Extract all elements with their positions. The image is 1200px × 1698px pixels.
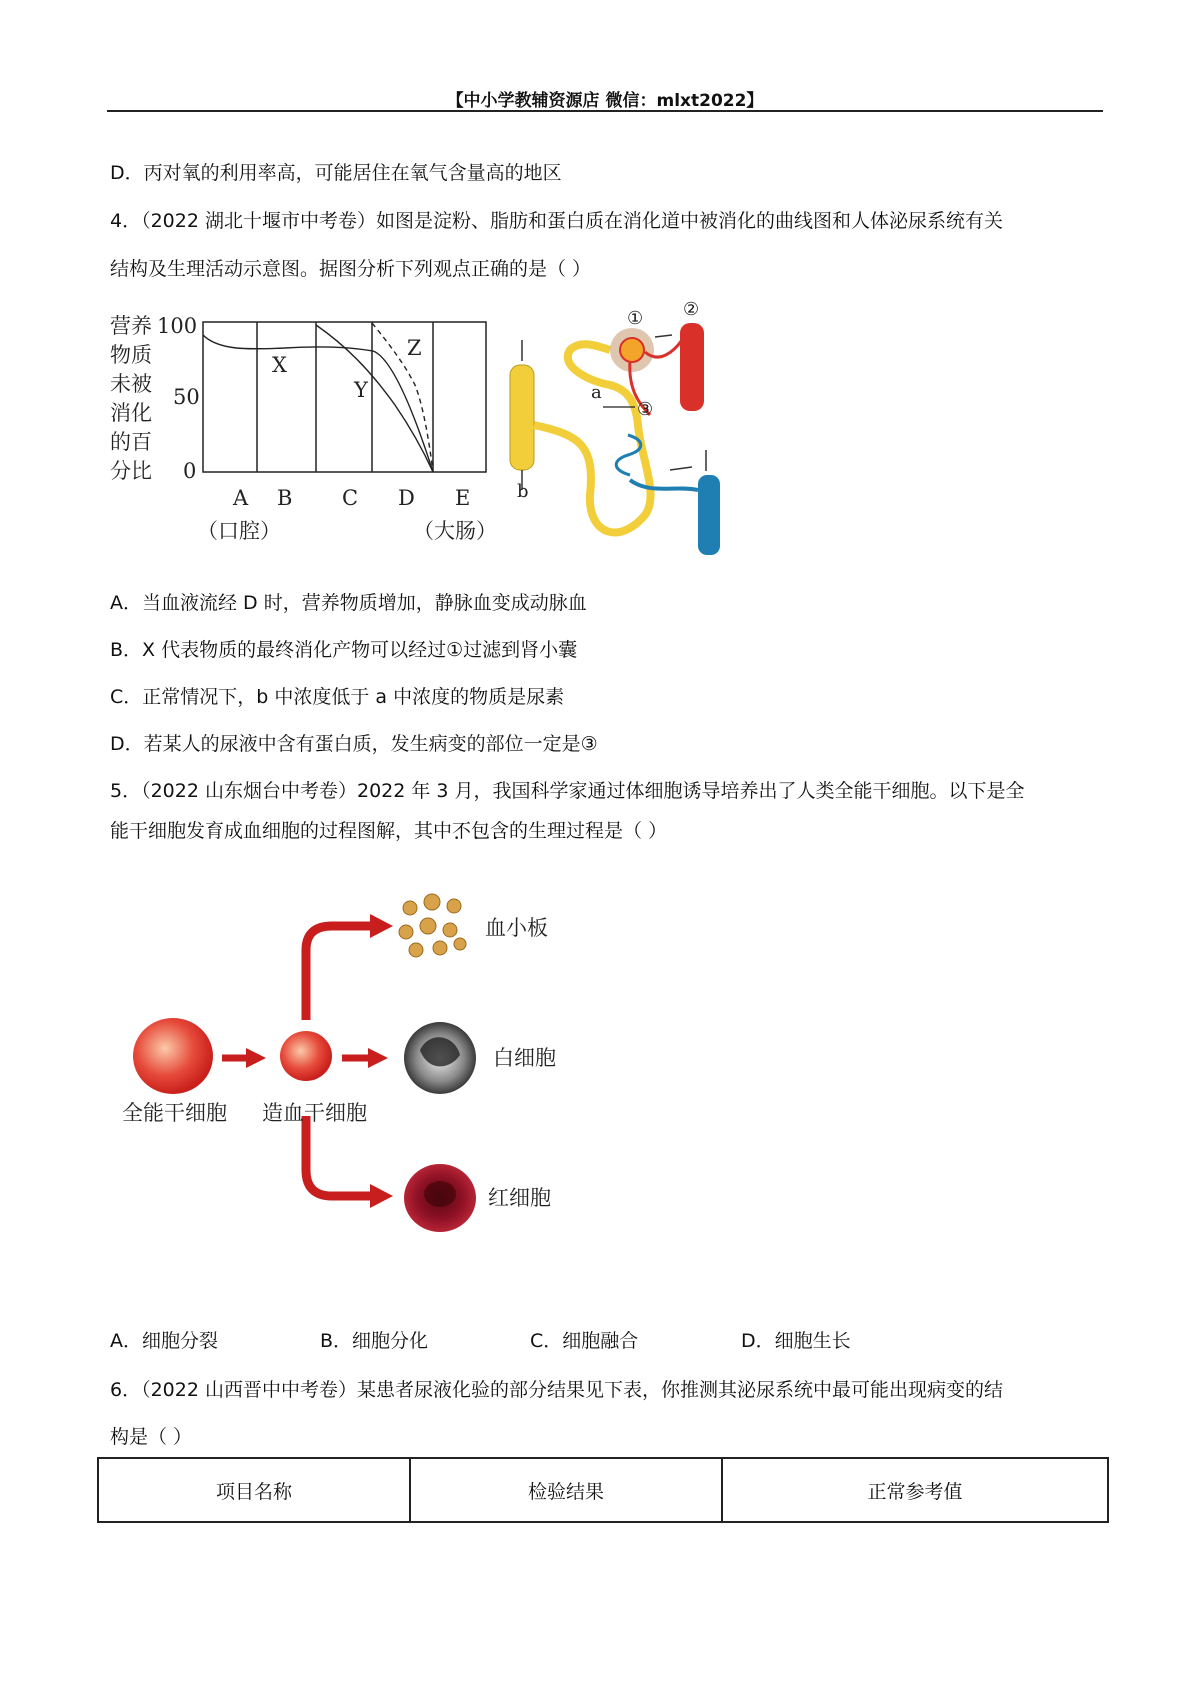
- kidney-label-1: ①: [627, 308, 644, 329]
- header-divider: [107, 110, 1103, 112]
- urinalysis-table: [97, 1457, 1109, 1523]
- nephron-diagram: [500, 295, 740, 565]
- q5-stem-line2: [110, 816, 667, 843]
- q6-stem-line2: 构是（ ）: [110, 1426, 193, 1448]
- label-platelet: 血小板: [485, 917, 548, 940]
- chart-ytick-100: 100: [157, 314, 198, 338]
- chart-xsub-left: （口腔）: [197, 519, 281, 543]
- q5-option-d: D．细胞生长: [741, 1330, 851, 1352]
- label-hematopoietic: 造血干细胞: [262, 1102, 367, 1125]
- q4-stem-line1: 4．（2022 湖北十堰市中考卷）如图是淀粉、脂肪和蛋白质在消化道中被消化的曲线图和人体泌尿系统有关: [110, 210, 1003, 232]
- kidney-label-3: ③: [637, 399, 654, 420]
- q5-option-c: C．细胞融合: [530, 1330, 639, 1352]
- kidney-label-2: ②: [683, 299, 700, 320]
- q4-option-c: C．正常情况下，b 中浓度低于 a 中浓度的物质是尿素: [110, 686, 565, 708]
- table-header-item: 项目名称: [98, 1458, 410, 1522]
- chart-ytick-50: 50: [173, 385, 200, 409]
- chart-xtick-a: A: [233, 486, 249, 510]
- hematopoietic-cell: [280, 1031, 332, 1081]
- label-totipotent: 全能干细胞: [122, 1102, 227, 1125]
- kidney-label-a: a: [591, 382, 602, 403]
- label-wbc: 白细胞: [493, 1047, 556, 1070]
- chart-ylabel-3: 未被: [110, 372, 152, 396]
- kidney-label-b: b: [517, 481, 529, 502]
- curve-label-y: Y: [354, 378, 368, 402]
- q4-option-a: A．当血液流经 D 时，营养物质增加，静脉血变成动脉血: [110, 592, 587, 614]
- curve-x: [203, 335, 433, 472]
- chart-xsub-right: （大肠）: [413, 519, 497, 543]
- digestion-chart: [105, 305, 505, 545]
- chart-xtick-d: D: [398, 486, 415, 510]
- q5-stem-part1: 能干细胞发育成血细胞的过程图解，其中: [110, 820, 453, 842]
- totipotent-cell: [133, 1018, 213, 1094]
- chart-ylabel-2: 物质: [110, 343, 152, 367]
- blood-cell-diagram: [110, 880, 590, 1240]
- table-row: [98, 1458, 1108, 1522]
- chart-xtick-c: C: [342, 486, 359, 510]
- platelet-cluster: [399, 894, 466, 957]
- chart-ylabel-4: 消化: [110, 401, 152, 425]
- q5-emphasis: 不包含 •••: [452, 816, 509, 843]
- chart-ylabel-5: 的百: [110, 430, 152, 454]
- chart-xtick-e: E: [455, 486, 471, 510]
- table-header-reference: 正常参考值: [722, 1458, 1108, 1522]
- q5-option-a: A．细胞分裂: [110, 1330, 218, 1352]
- q4-stem-line2: 结构及生理活动示意图。据图分析下列观点正确的是（ ）: [110, 258, 592, 280]
- chart-frame: [203, 322, 486, 472]
- table-header-result: 检验结果: [410, 1458, 722, 1522]
- q4-option-d: D．若某人的尿液中含有蛋白质，发生病变的部位一定是③: [110, 733, 598, 755]
- curve-z: [372, 323, 433, 472]
- q3-option-d: D．丙对氧的利用率高，可能居住在氧气含量高的地区: [110, 162, 562, 184]
- curve-label-x: X: [272, 353, 287, 377]
- q5-stem-line1: 5．（2022 山东烟台中考卷）2022 年 3 月，我国科学家通过体细胞诱导培养出了人类全能干细胞。以下是全: [110, 780, 1025, 802]
- page-header: 【中小学教辅资源店 微信：mlxt2022】: [446, 91, 764, 111]
- q6-stem-line1: 6．（2022 山西晋中中考卷）某患者尿液化验的部分结果见下表，你推测其泌尿系统中最可能出现病变的结: [110, 1379, 1003, 1401]
- chart-ylabel-1: 营养: [110, 314, 152, 338]
- label-rbc: 红细胞: [488, 1187, 551, 1210]
- chart-xtick-b: B: [277, 486, 293, 510]
- chart-ylabel-6: 分比: [110, 459, 152, 483]
- q4-option-b: B．X 代表物质的最终消化产物可以经过①过滤到肾小囊: [110, 639, 578, 661]
- chart-ytick-0: 0: [183, 459, 197, 483]
- curve-label-z: Z: [407, 336, 422, 360]
- q5-stem-part3: 的生理过程是（ ）: [509, 820, 668, 842]
- q5-option-b: B．细胞分化: [320, 1330, 429, 1352]
